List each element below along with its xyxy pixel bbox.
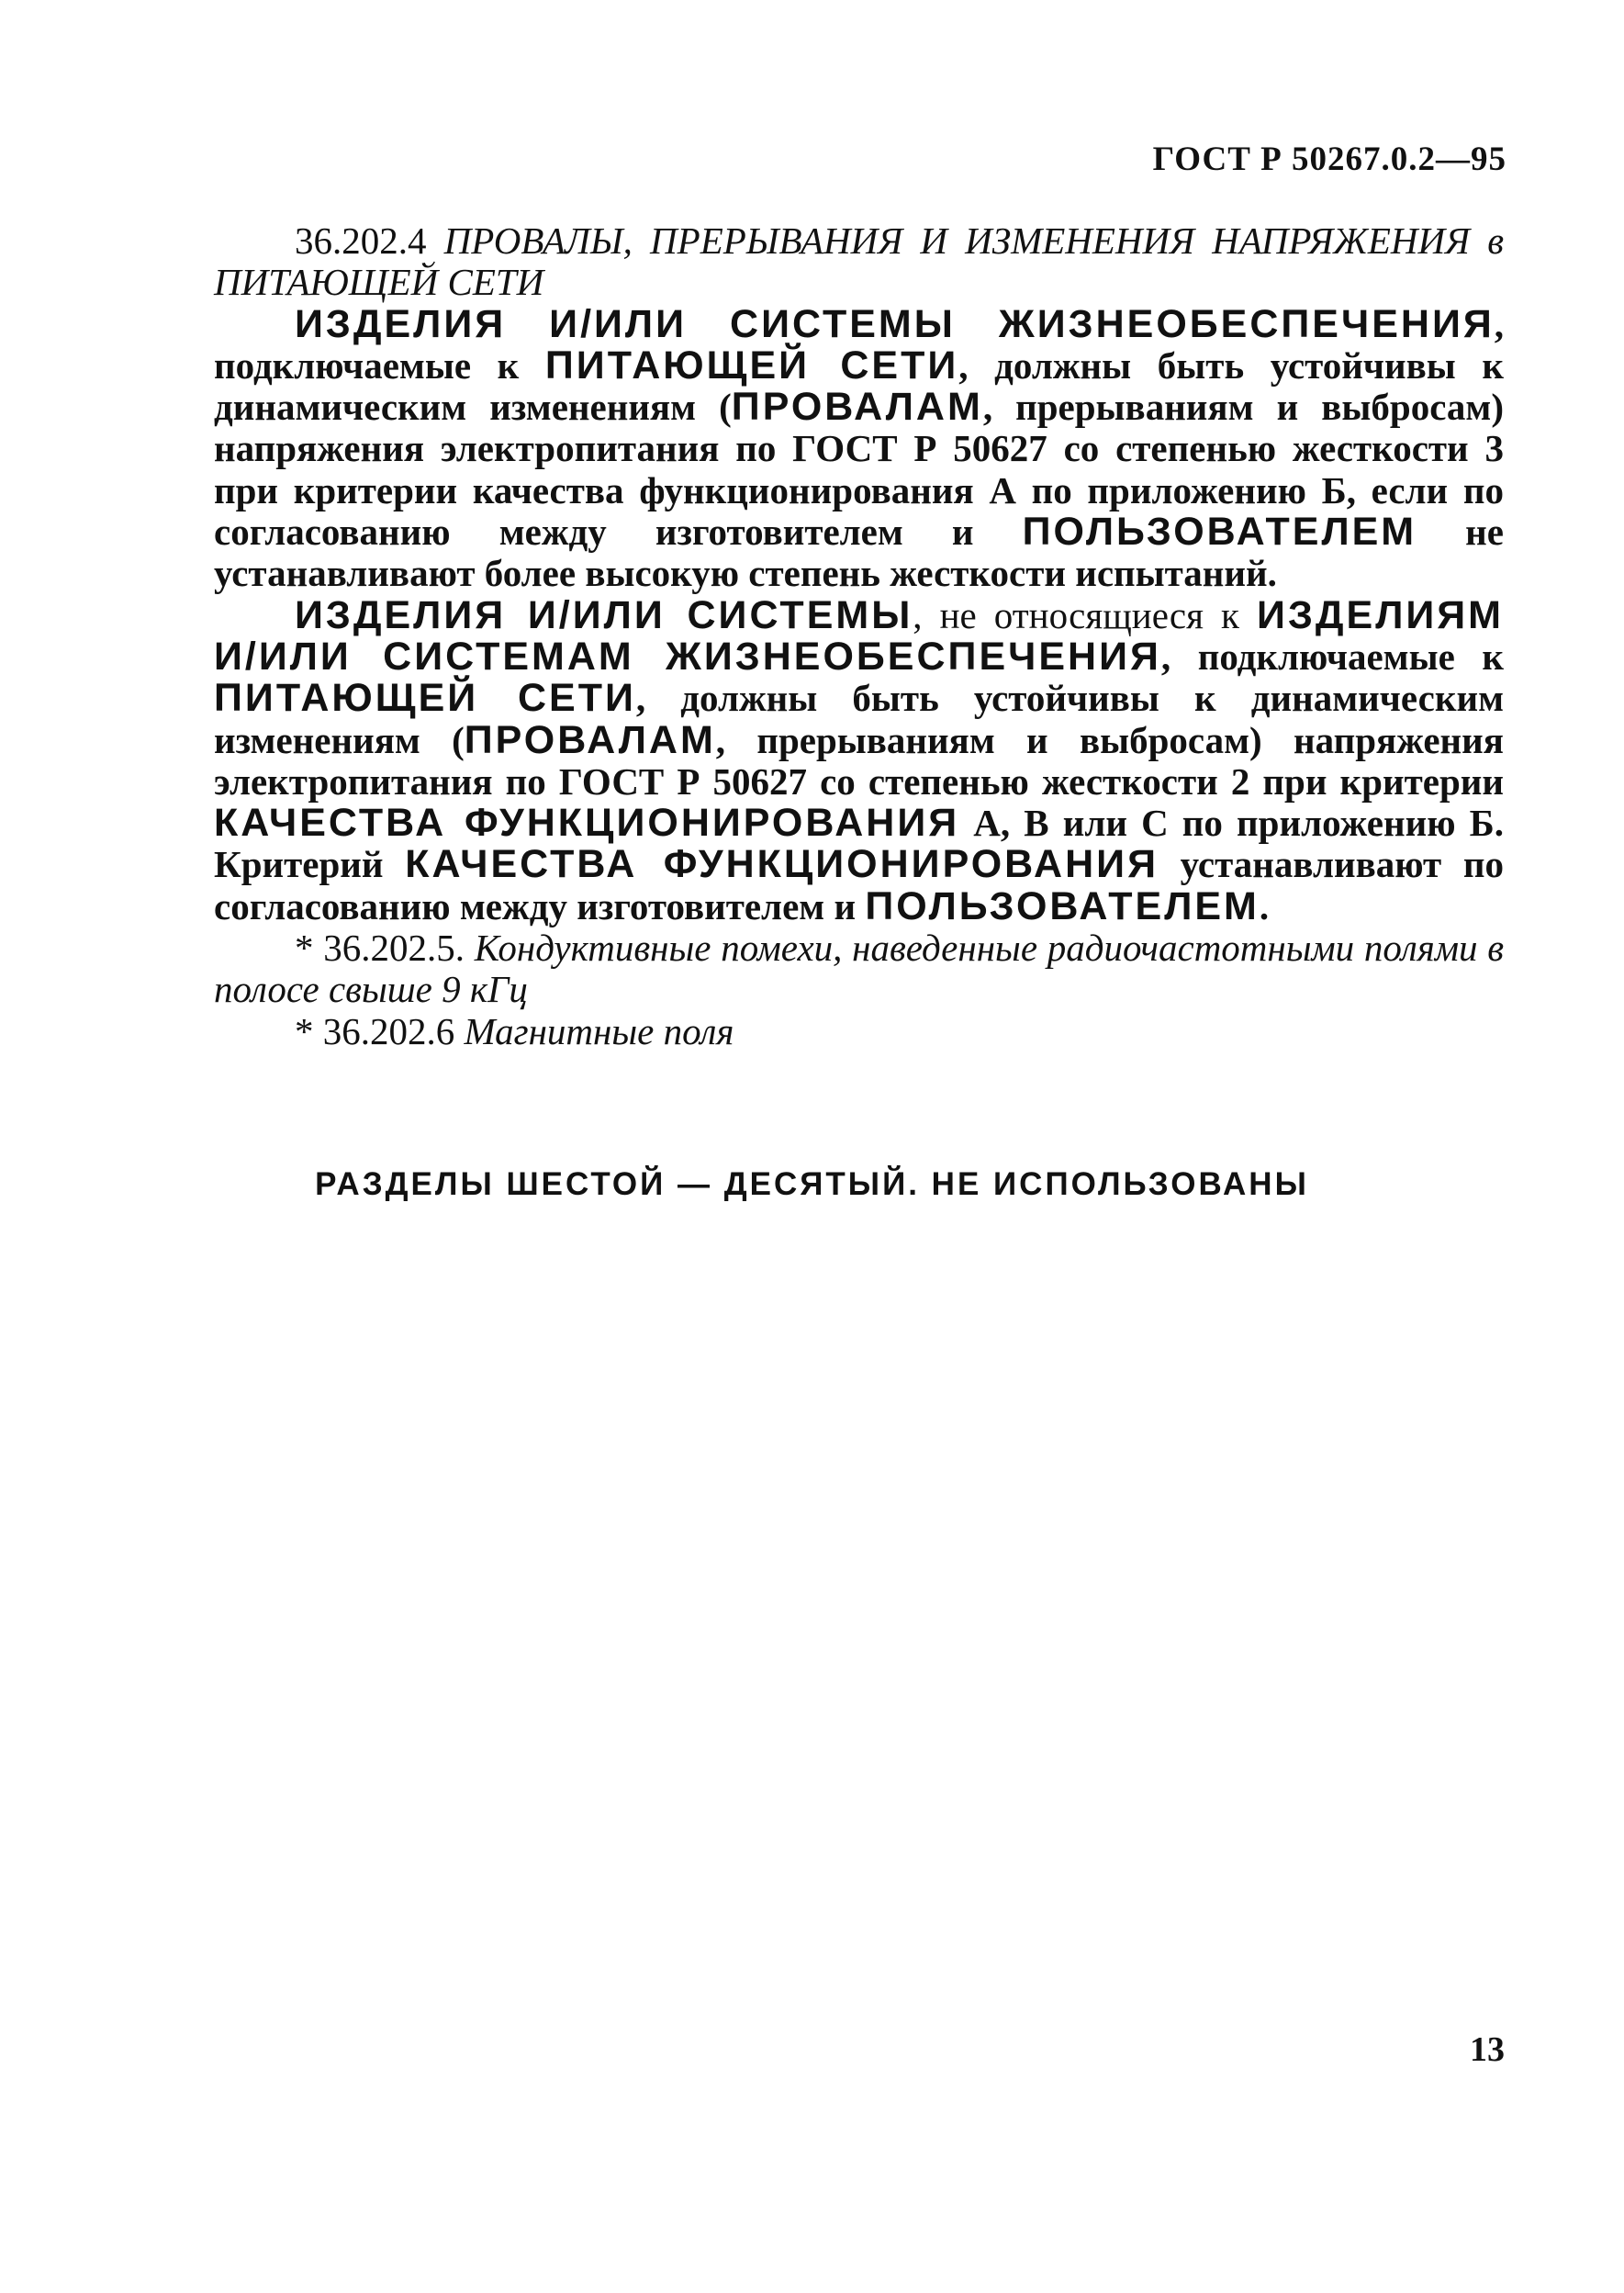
p2-text-a: , не относящиеся к: [913, 593, 1258, 636]
term-devices-systems: ИЗДЕЛИЯ И/ИЛИ СИСТЕМЫ: [295, 592, 913, 637]
p1-text-d: не устанавливают более высокую степень жесткости испытаний.: [214, 511, 1505, 595]
p2-text-b: , подключаемые к: [1160, 635, 1504, 678]
p2-text-d: , прерываниям и выбросам) напряжения электропитания по ГОСТ Р 50627 со степенью жесткости 2 при критерии: [214, 718, 1504, 803]
clause-number: 36.202.4: [295, 219, 427, 262]
term-life-support-devices: ИЗДЕЛИЯ И/ИЛИ СИСТЕМЫ ЖИЗНЕОБЕСПЕЧЕНИЯ: [295, 301, 1495, 346]
p1-text-a: , подключаемые к: [214, 302, 1504, 387]
paragraph-life-support: [214, 301, 1505, 595]
subitem-number: 36.202.5.: [323, 927, 465, 970]
subitem-title: Кондуктивные помехи, наведенные радиочастотными полями в полосе свыше 9 кГц: [214, 927, 1505, 1011]
term-performance-quality-2: КАЧЕСТВА ФУНКЦИОНИРОВАНИЯ: [405, 842, 1159, 887]
term-user: ПОЛЬЗОВАТЕЛЕМ: [865, 883, 1260, 928]
asterisk-marker: *: [295, 927, 314, 970]
term-supply-mains: ПИТАЮЩЕЙ СЕТИ: [214, 676, 636, 721]
subitem-36-202-5: [214, 927, 1504, 1011]
document-code-header: ГОСТ Р 50267.0.2—95: [1152, 141, 1506, 178]
subitem-title: Магнитные поля: [464, 1009, 734, 1052]
p2-text-f: устанавливают по согласованию между изготовителем и: [214, 843, 1504, 927]
term-life-support-devices-dative: ИЗДЕЛИЯМ И/ИЛИ СИСТЕМАМ ЖИЗНЕОБЕСПЕЧЕНИЯ: [214, 592, 1504, 679]
term-dips: ПРОВАЛАМ: [464, 717, 716, 762]
term-user: ПОЛЬЗОВАТЕЛЕМ: [1022, 510, 1417, 555]
section-title: РАЗДЕЛЫ ШЕСТОЙ — ДЕСЯТЫЙ. НЕ ИСПОЛЬЗОВАНЫ: [315, 1166, 1309, 1202]
page-number: 13: [1470, 2030, 1505, 2069]
p1-text-b: , должны быть устойчивы к динамическим изменениям (: [214, 343, 1505, 429]
document-body: [214, 220, 1504, 1052]
term-performance-quality: КАЧЕСТВА ФУНКЦИОНИРОВАНИЯ: [214, 801, 960, 846]
p2-text-c: , должны быть устойчивы к динамическим изменениям (: [214, 677, 1504, 761]
p2-text-g: .: [1259, 884, 1270, 927]
subitem-36-202-6: [214, 1011, 1504, 1052]
p1-text-c: , прерываниям и выбросам) напряжения электропитания по ГОСТ Р 50627 со степенью жесткости 3 при критерии качества функционирования А по приложению Б, если по согласованию между изготовителем и: [214, 386, 1504, 554]
term-dips: ПРОВАЛАМ: [731, 385, 983, 430]
p2-text-e: А, В или С по приложению Б. Критерий: [214, 802, 1504, 886]
subitem-number: 36.202.6: [322, 1009, 455, 1052]
term-supply-mains: ПИТАЮЩЕЙ СЕТИ: [544, 343, 959, 388]
clause-heading: [214, 220, 1504, 304]
clause-title: ПРОВАЛЫ, ПРЕРЫВАНИЯ И ИЗМЕНЕНИЯ НАПРЯЖЕНИЯ в ПИТАЮЩЕЙ СЕТИ: [214, 219, 1505, 304]
asterisk-marker: *: [295, 1009, 314, 1052]
paragraph-non-life-support: [214, 592, 1504, 928]
